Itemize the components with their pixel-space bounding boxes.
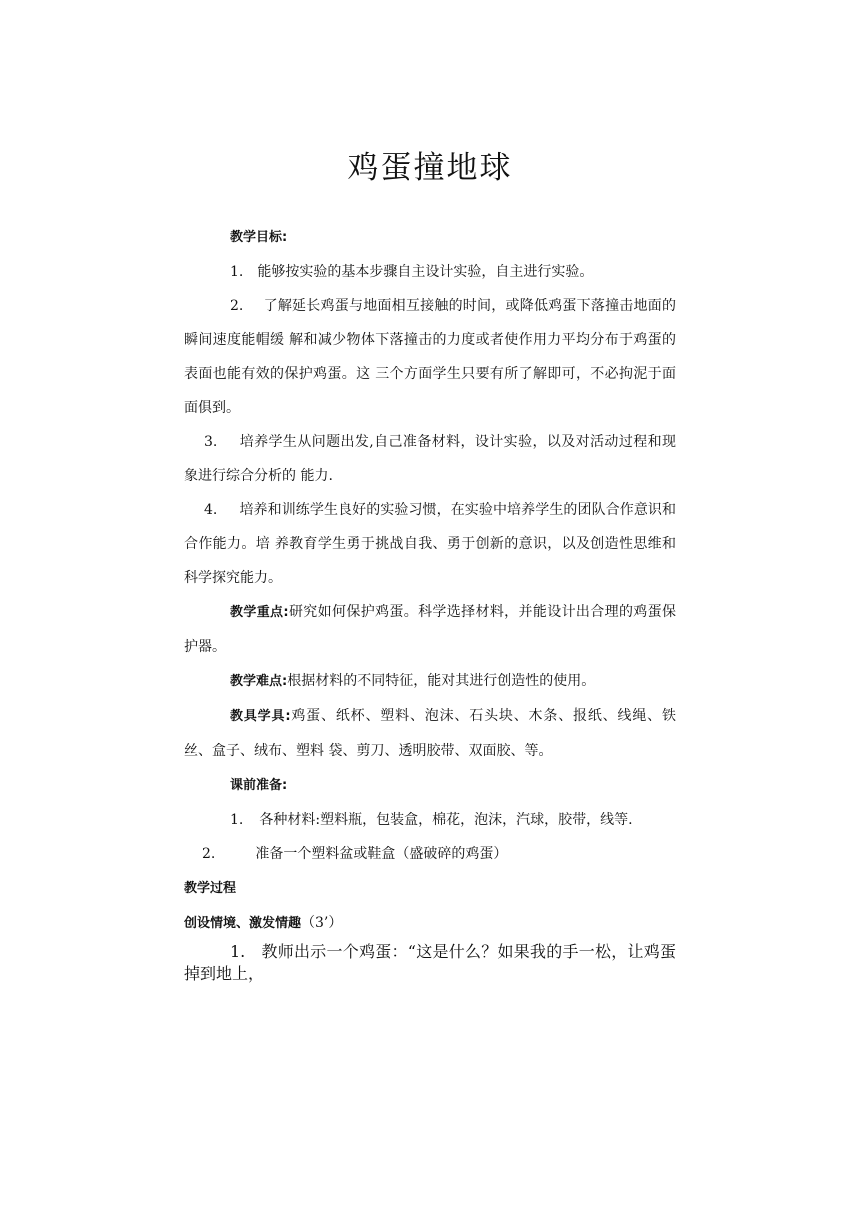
- goal-text: 培养和训练学生良好的实验习惯，在实验中培养学生的团队合作意识和合作能力。培 养教育学生勇于挑战自我、勇于创新的意识，以及创造性思维和科学探究能力。: [184, 502, 676, 586]
- process-section-title: 创设情境、激发情趣: [184, 916, 302, 931]
- key-point-text: 研究如何保护鸡蛋。科学选择材料，并能设计出合理的鸡蛋保护器。: [184, 604, 676, 655]
- process-section-time: （3’）: [301, 915, 343, 931]
- process-heading: 教学过程: [184, 881, 237, 896]
- prep-number: 2.: [202, 846, 216, 862]
- process-section: [184, 906, 676, 941]
- key-point: 教学重点:研究如何保护鸡蛋。科学选择材料，并能设计出合理的鸡蛋保护器。: [184, 604, 676, 655]
- tools-label: 教具学具: [230, 709, 286, 724]
- tools-text: 鸡蛋、纸杯、塑料、泡沫、石头块、木条、报纸、线绳、铁丝、盒子、绒布、塑料 袋、剪刀、透明胶带、双面胶、等。: [184, 708, 676, 759]
- goal-number: 3.: [204, 434, 218, 450]
- tools: 教具学具:鸡蛋、纸杯、塑料、泡沫、石头块、木条、报纸、线绳、铁丝、盒子、绒布、塑料 袋、剪刀、透明胶带、双面胶、等。: [184, 708, 676, 759]
- prep-text: 准备一个塑料盆或鞋盒（盛破碎的鸡蛋）: [255, 846, 508, 862]
- goal-text: 了解延长鸡蛋与地面相互接触的时间，或降低鸡蛋下落撞击地面的瞬间速度能帽缓 解和减少物体下落撞击的力度或者使作用力平均分布于鸡蛋的表面也能有效的保护鸡蛋。这 三个方面学生只要有所了解即可，不必拘泥于面面俱到。: [184, 298, 676, 416]
- goal-number: 4.: [204, 502, 218, 518]
- process-number: 1.: [230, 942, 246, 961]
- document-body: [184, 220, 676, 985]
- prep-number: 1.: [230, 812, 244, 828]
- process-text: 教师出示一个鸡蛋：“这是什么？如果我的手一松，让鸡蛋掉到地上，: [184, 942, 676, 983]
- process-item-1: [184, 941, 676, 985]
- goal-item-3: [184, 425, 676, 493]
- difficulty-text: 根据材料的不同特征，能对其进行创造性的使用。: [287, 673, 596, 689]
- goals-heading: 教学目标:: [230, 230, 288, 245]
- goal-item-1: [184, 255, 676, 289]
- goal-item-2: [184, 289, 676, 425]
- goal-text: 培养学生从问题出发,自己准备材料，设计实验，以及对活动过程和现象进行综合分析的 能力.: [184, 434, 676, 484]
- goal-item-4: [184, 493, 676, 595]
- prep-item-2: [184, 837, 676, 871]
- prep-item-1: [184, 803, 676, 837]
- document-title: 鸡蛋撞地球: [347, 150, 513, 186]
- prep-text: 各种材料:塑料瓶，包装盒，棉花，泡沫，汽球，胶带，线等.: [259, 812, 633, 828]
- key-point-label: 教学重点: [230, 605, 284, 620]
- goal-number: 1.: [230, 264, 244, 280]
- difficulty-label: 教学难点: [230, 674, 283, 689]
- difficulty: 教学难点:根据材料的不同特征，能对其进行创造性的使用。: [230, 673, 596, 689]
- goal-text: 能够按实验的基本步骤自主设计实验，自主进行实验。: [257, 264, 594, 280]
- goal-number: 2.: [230, 298, 244, 314]
- prep-heading: 课前准备:: [230, 778, 288, 793]
